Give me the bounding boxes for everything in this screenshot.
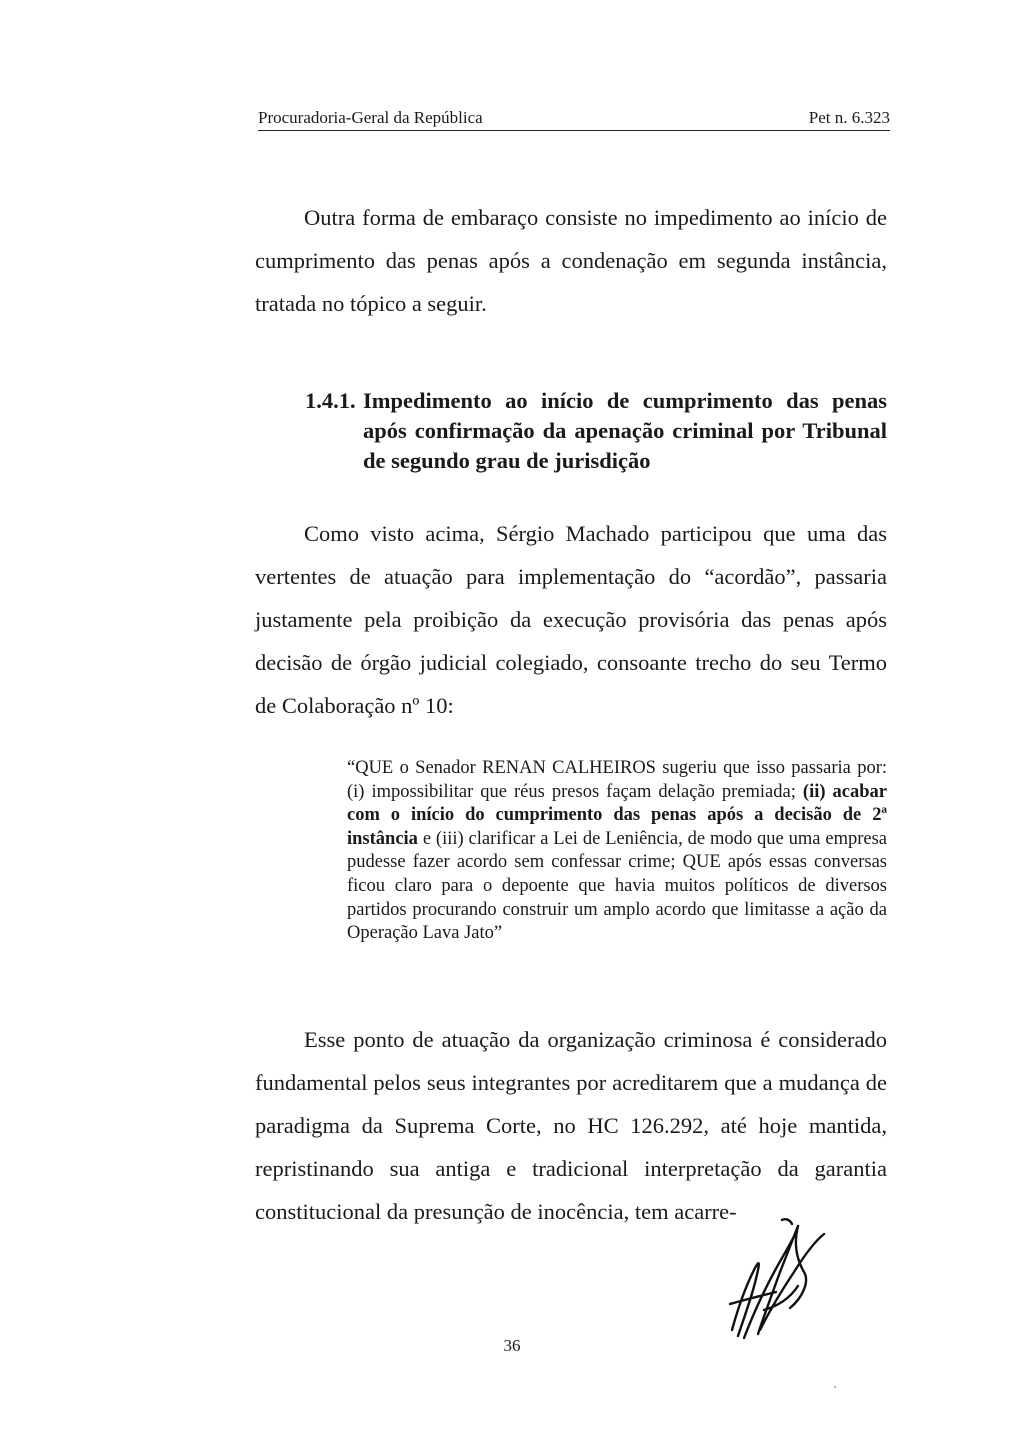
quote-part-1: “QUE o Senador RENAN CALHEIROS sugeriu que isso passaria por: (i) impossibilitar que réus presos façam delação premiada;	[347, 758, 887, 802]
signature-icon	[724, 1212, 834, 1342]
page-number: 36	[503, 1336, 521, 1355]
block-quote	[347, 757, 887, 946]
paragraph-context-text: Como visto acima, Sérgio Machado participou que uma das vertentes de atuação para implementação do “acordão”, passaria justamente pela proibição da execução provisória das penas após decisão de órgão judicial colegiado, consoante trecho do seu Termo de Colaboração nº 10:	[255, 521, 887, 718]
scan-speck	[834, 1386, 836, 1388]
header-institution: Procuradoria-Geral da República	[258, 108, 483, 127]
section-title: Impedimento ao início de cumprimento das penas após confirmação da apenação criminal por Tribunal de segundo grau de jurisdição	[363, 388, 887, 473]
quote-bold: (ii) acabar com o início do cumprimento das penas após a decisão de 2ª instância	[347, 781, 887, 849]
paragraph-intro	[255, 196, 887, 325]
paragraph-intro-text: Outra forma de embaraço consiste no impedimento ao início de cumprimento das penas após a condenação em segunda instância, tratada no tópico a seguir.	[255, 205, 887, 316]
quote-part-2: e (iii) clarificar a Lei de Leniência, de modo que uma empresa pudesse fazer acordo sem confessar crime; QUE após essas conversas ficou claro para o depoente que havia muitos políticos de diversos partidos procurando construir um amplo acordo que limitasse a ação da Operação Lava Jato”	[347, 828, 887, 944]
paragraph-analysis	[255, 1018, 887, 1233]
header-case-number: Pet n. 6.323	[808, 108, 890, 127]
paragraph-analysis-text: Esse ponto de atuação da organização criminosa é considerado fundamental pelos seus integrantes por acreditarem que a mudança de paradigma da Suprema Corte, no HC 126.292, até hoje mantida, repristinando sua antiga e tradicional interpretação da garantia constitucional da presunção de inocência, tem acarre-	[255, 1027, 887, 1224]
paragraph-context	[255, 512, 887, 727]
section-number: 1.4.1.	[305, 388, 356, 413]
page-header	[258, 106, 890, 131]
